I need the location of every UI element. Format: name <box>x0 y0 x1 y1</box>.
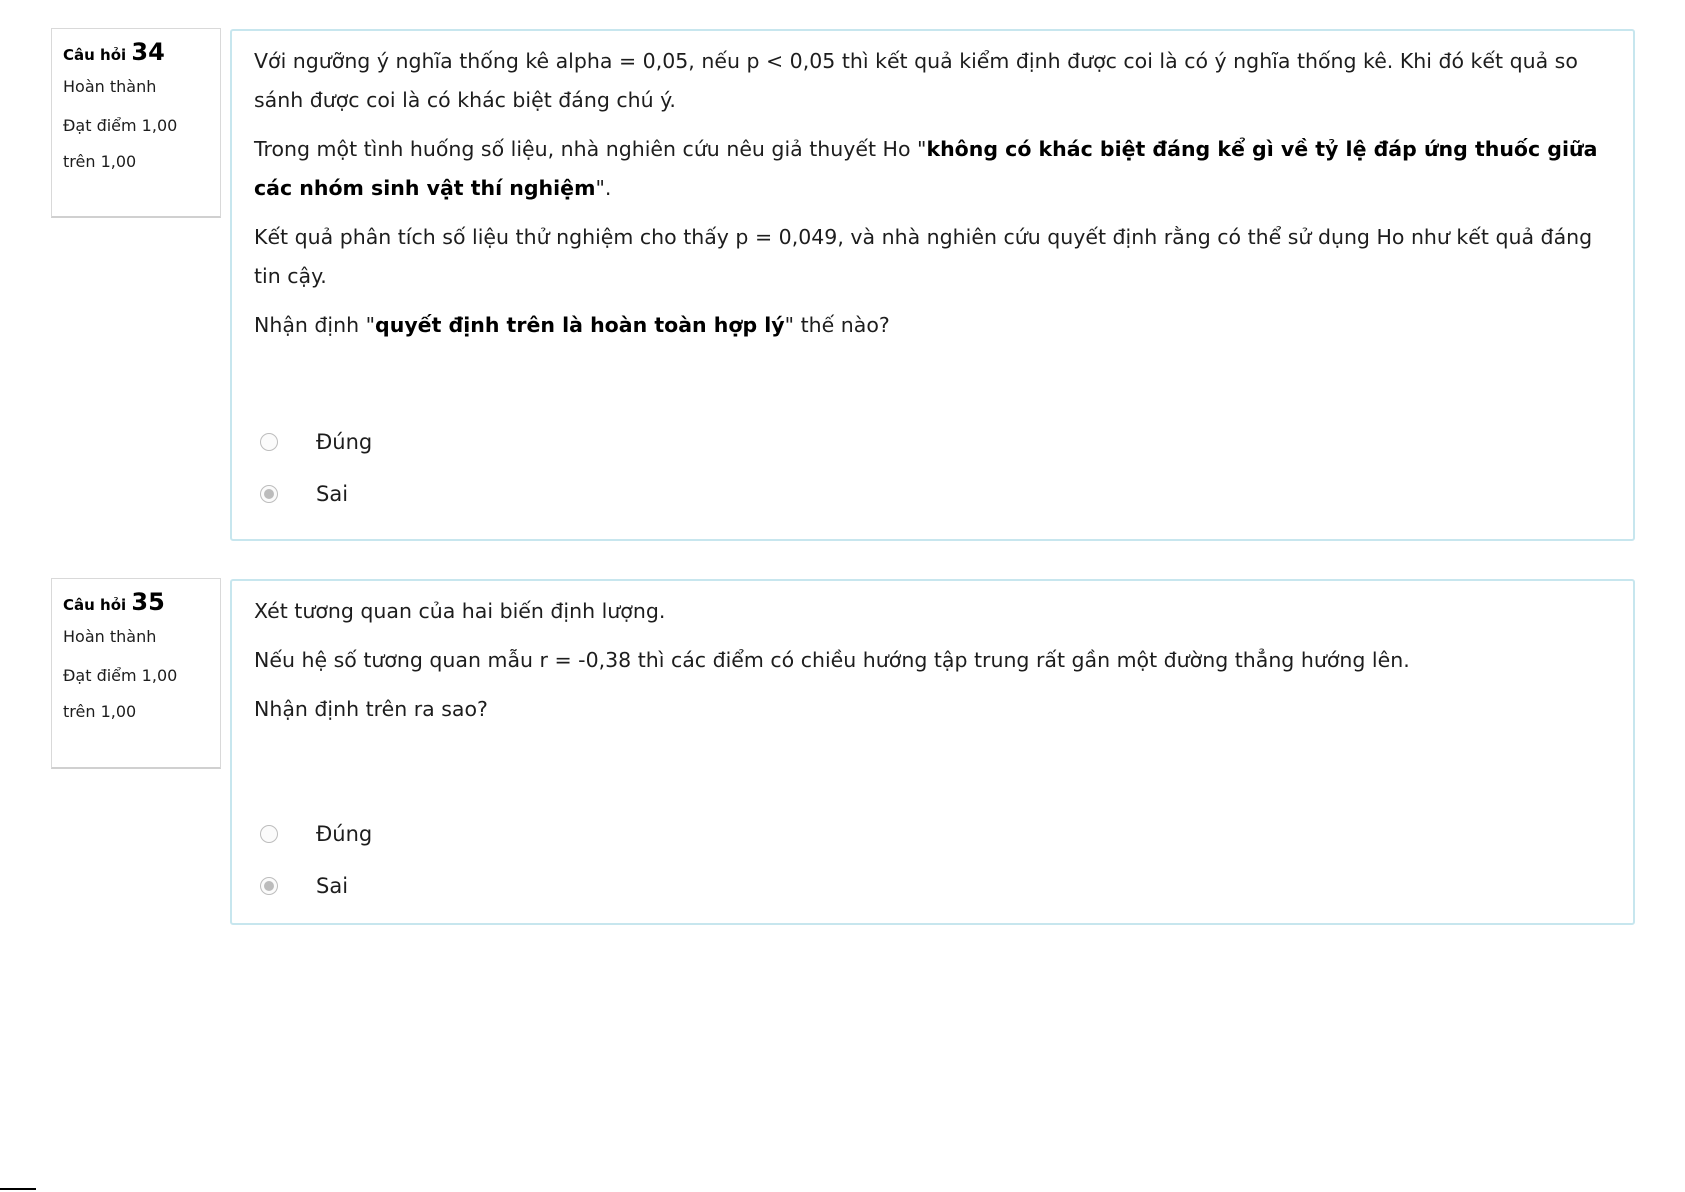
answer-options <box>254 427 654 531</box>
text-run: Xét tương quan của hai biến định lượng. <box>254 599 666 623</box>
text-run: Kết quả phân tích số liệu thử nghiệm cho thấy p = 0,049, và nhà nghiên cứu quyết định rằng có thể sử dụng Ho như kết quả đáng tin cậy. <box>254 225 1593 288</box>
answer-option-true[interactable] <box>254 427 654 479</box>
question-paragraph <box>254 592 1611 631</box>
text-run: Nhận định " <box>254 313 376 337</box>
answer-label[interactable]: Đúng <box>316 822 373 846</box>
edge-mark <box>0 1188 36 1190</box>
answer-option-true[interactable] <box>254 819 654 871</box>
question-paragraph <box>254 130 1611 208</box>
emphasis-text: quyết định trên là hoàn toàn hợp lý <box>375 313 785 337</box>
question-label: Câu hỏi <box>63 596 127 614</box>
question-content <box>230 29 1635 541</box>
answer-label[interactable]: Đúng <box>316 430 373 454</box>
text-run: Nhận định trên ra sao? <box>254 697 488 721</box>
answer-label[interactable]: Sai <box>316 874 349 898</box>
question-grade-line1: Đạt điểm 1,00 <box>63 116 178 135</box>
question-text <box>254 42 1611 345</box>
text-run: Trong một tình huống số liệu, nhà nghiên cứu nêu giả thuyết Ho " <box>254 137 927 161</box>
question-text <box>254 592 1611 729</box>
question-info <box>51 578 221 769</box>
question-number-value: 35 <box>131 588 165 616</box>
text-run: Với ngưỡng ý nghĩa thống kê alpha = 0,05, nếu p < 0,05 thì kết quả kiểm định được coi là có ý nghĩa thống kê. Khi đó kết quả so sánh được coi là có khác biệt đáng chú ý. <box>254 49 1578 112</box>
question-info <box>51 28 221 218</box>
question-number <box>63 37 220 67</box>
question-grade-line2: trên 1,00 <box>63 152 137 171</box>
question-state: Hoàn thành <box>63 627 157 646</box>
question-paragraph <box>254 306 1611 345</box>
text-run: Nếu hệ số tương quan mẫu r = -0,38 thì các điểm có chiều hướng tập trung rất gần một đường thẳng hướng lên. <box>254 648 1410 672</box>
text-run: ". <box>595 176 612 200</box>
radio-button[interactable] <box>260 877 278 895</box>
question-content <box>230 579 1635 925</box>
question-label: Câu hỏi <box>63 46 127 64</box>
question-number-value: 34 <box>131 38 165 66</box>
question-paragraph <box>254 690 1611 729</box>
question-state: Hoàn thành <box>63 77 157 96</box>
question-number <box>63 587 220 617</box>
question-grade-line1: Đạt điểm 1,00 <box>63 666 178 685</box>
answer-option-false[interactable] <box>254 871 654 923</box>
question-paragraph <box>254 641 1611 680</box>
question-grade-line2: trên 1,00 <box>63 702 137 721</box>
emphasis-text: không có khác biệt đáng kể gì về tỷ lệ đáp ứng thuốc giữa các nhóm sinh vật thí nghiệm <box>254 137 1598 200</box>
answer-options <box>254 819 654 923</box>
radio-button[interactable] <box>260 485 278 503</box>
text-run: " thế nào? <box>784 313 890 337</box>
radio-button[interactable] <box>260 825 278 843</box>
radio-button[interactable] <box>260 433 278 451</box>
question-paragraph <box>254 42 1611 120</box>
question-paragraph <box>254 218 1611 296</box>
answer-option-false[interactable] <box>254 479 654 531</box>
answer-label[interactable]: Sai <box>316 482 349 506</box>
